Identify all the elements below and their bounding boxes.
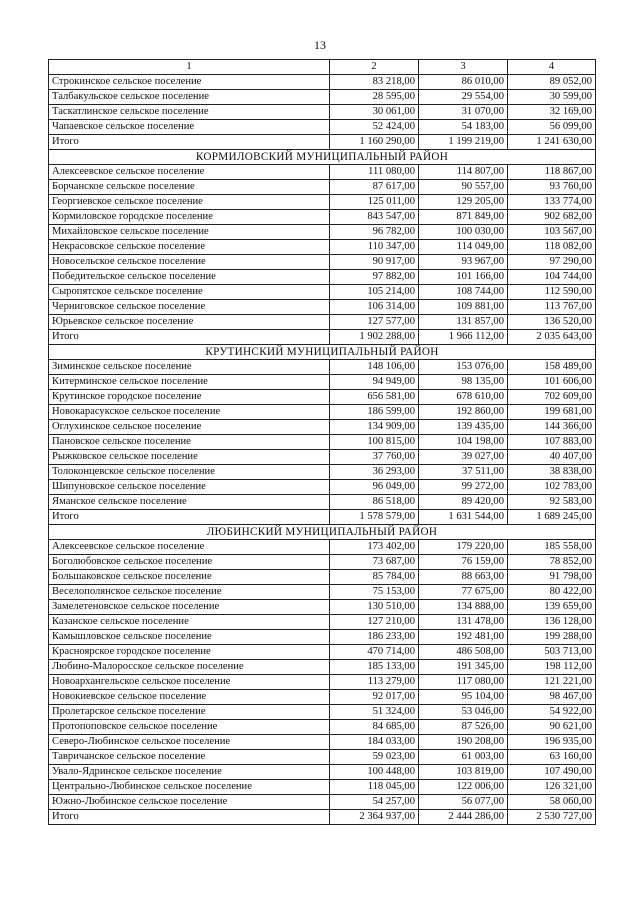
page-number: 13 xyxy=(314,38,326,52)
amount-col-3: 131 478,00 xyxy=(419,615,508,630)
amount-col-3: 93 967,00 xyxy=(419,255,508,270)
amount-col-3: 90 557,00 xyxy=(419,180,508,195)
table-row xyxy=(49,615,596,630)
amount-col-3: 56 077,00 xyxy=(419,795,508,810)
amount-col-3: 1 966 112,00 xyxy=(419,330,508,345)
amount-col-2: 75 153,00 xyxy=(330,585,419,600)
table-row xyxy=(49,465,596,480)
amount-col-2: 656 581,00 xyxy=(330,390,419,405)
amount-col-3: 99 272,00 xyxy=(419,480,508,495)
total-row xyxy=(49,810,596,825)
amount-col-3: 191 345,00 xyxy=(419,660,508,675)
amount-col-3: 53 046,00 xyxy=(419,705,508,720)
amount-col-3: 139 435,00 xyxy=(419,420,508,435)
amount-col-2: 185 133,00 xyxy=(330,660,419,675)
amount-col-3: 31 070,00 xyxy=(419,105,508,120)
amount-col-3: 39 027,00 xyxy=(419,450,508,465)
amount-col-4: 63 160,00 xyxy=(508,750,596,765)
settlement-name: Тавричанское сельское поселение xyxy=(49,750,330,765)
amount-col-4: 198 112,00 xyxy=(508,660,596,675)
table-row xyxy=(49,540,596,555)
amount-col-4: 107 883,00 xyxy=(508,435,596,450)
table-row xyxy=(49,180,596,195)
amount-col-3: 103 819,00 xyxy=(419,765,508,780)
settlement-name: Казанское сельское поселение xyxy=(49,615,330,630)
amount-col-2: 87 617,00 xyxy=(330,180,419,195)
amount-col-3: 192 860,00 xyxy=(419,405,508,420)
total-row xyxy=(49,135,596,150)
amount-col-2: 37 760,00 xyxy=(330,450,419,465)
amount-col-2: 125 011,00 xyxy=(330,195,419,210)
table-row xyxy=(49,570,596,585)
settlement-name: Красноярское городское поселение xyxy=(49,645,330,660)
amount-col-4: 144 366,00 xyxy=(508,420,596,435)
amount-col-3: 86 010,00 xyxy=(419,75,508,90)
settlement-name: Замелетеновское сельское поселение xyxy=(49,600,330,615)
amount-col-4: 32 169,00 xyxy=(508,105,596,120)
amount-col-4: 199 288,00 xyxy=(508,630,596,645)
amount-col-4: 112 590,00 xyxy=(508,285,596,300)
settlement-name: Боголюбовское сельское поселение xyxy=(49,555,330,570)
amount-col-2: 843 547,00 xyxy=(330,210,419,225)
total-row xyxy=(49,330,596,345)
amount-col-2: 1 902 288,00 xyxy=(330,330,419,345)
table-row xyxy=(49,585,596,600)
settlement-name: Новосельское сельское поселение xyxy=(49,255,330,270)
settlement-name: Оглухинское сельское поселение xyxy=(49,420,330,435)
settlement-name: Северо-Любинское сельское поселение xyxy=(49,735,330,750)
amount-col-3: 190 208,00 xyxy=(419,735,508,750)
amount-col-4: 2 530 727,00 xyxy=(508,810,596,825)
district-header-row xyxy=(49,525,596,540)
table-row xyxy=(49,705,596,720)
amount-col-2: 186 599,00 xyxy=(330,405,419,420)
amount-col-4: 38 838,00 xyxy=(508,465,596,480)
district-header-row xyxy=(49,150,596,165)
amount-col-4: 54 922,00 xyxy=(508,705,596,720)
amount-col-3: 129 205,00 xyxy=(419,195,508,210)
settlement-name: Сыропятское сельское поселение xyxy=(49,285,330,300)
table-row xyxy=(49,390,596,405)
settlement-name: Итого xyxy=(49,810,330,825)
amount-col-2: 186 233,00 xyxy=(330,630,419,645)
amount-col-2: 118 045,00 xyxy=(330,780,419,795)
amount-col-3: 54 183,00 xyxy=(419,120,508,135)
amount-col-2: 100 815,00 xyxy=(330,435,419,450)
amount-col-2: 73 687,00 xyxy=(330,555,419,570)
amount-col-2: 59 023,00 xyxy=(330,750,419,765)
settlement-name: Кормиловское городское поселение xyxy=(49,210,330,225)
settlement-name: Черниговское сельское поселение xyxy=(49,300,330,315)
amount-col-4: 107 490,00 xyxy=(508,765,596,780)
settlement-name: Таскатлинское сельское поселение xyxy=(49,105,330,120)
amount-col-3: 153 076,00 xyxy=(419,360,508,375)
amount-col-2: 52 424,00 xyxy=(330,120,419,135)
settlement-name: Зиминское сельское поселение xyxy=(49,360,330,375)
column-header-1: 1 xyxy=(49,60,330,75)
amount-col-2: 2 364 937,00 xyxy=(330,810,419,825)
amount-col-2: 86 518,00 xyxy=(330,495,419,510)
table-row xyxy=(49,720,596,735)
amount-col-2: 127 577,00 xyxy=(330,315,419,330)
amount-col-4: 56 099,00 xyxy=(508,120,596,135)
table-row xyxy=(49,660,596,675)
table-row xyxy=(49,690,596,705)
table-row xyxy=(49,750,596,765)
table-row xyxy=(49,120,596,135)
settlement-name: Победительское сельское поселение xyxy=(49,270,330,285)
amount-col-4: 1 689 245,00 xyxy=(508,510,596,525)
amount-col-2: 111 080,00 xyxy=(330,165,419,180)
amount-col-2: 127 210,00 xyxy=(330,615,419,630)
amount-col-3: 109 881,00 xyxy=(419,300,508,315)
settlement-name: Китерминское сельское поселение xyxy=(49,375,330,390)
settlement-name: Пролетарское сельское поселение xyxy=(49,705,330,720)
settlement-name: Пановское сельское поселение xyxy=(49,435,330,450)
settlement-name: Алексеевское сельское поселение xyxy=(49,540,330,555)
settlement-name: Новокиевское сельское поселение xyxy=(49,690,330,705)
amount-col-3: 871 849,00 xyxy=(419,210,508,225)
table-row xyxy=(49,75,596,90)
table-row xyxy=(49,315,596,330)
table-row xyxy=(49,675,596,690)
amount-col-4: 121 221,00 xyxy=(508,675,596,690)
amount-col-4: 89 052,00 xyxy=(508,75,596,90)
table-row xyxy=(49,765,596,780)
amount-col-3: 179 220,00 xyxy=(419,540,508,555)
amount-col-2: 100 448,00 xyxy=(330,765,419,780)
amount-col-2: 470 714,00 xyxy=(330,645,419,660)
settlement-name: Южно-Любинское сельское поселение xyxy=(49,795,330,810)
amount-col-4: 104 744,00 xyxy=(508,270,596,285)
amount-col-4: 902 682,00 xyxy=(508,210,596,225)
amount-col-2: 106 314,00 xyxy=(330,300,419,315)
amount-col-3: 2 444 286,00 xyxy=(419,810,508,825)
settlement-name: Новоархангельское сельское поселение xyxy=(49,675,330,690)
amount-col-2: 184 033,00 xyxy=(330,735,419,750)
settlement-name: Итого xyxy=(49,330,330,345)
amount-col-2: 173 402,00 xyxy=(330,540,419,555)
amount-col-2: 28 595,00 xyxy=(330,90,419,105)
table-row xyxy=(49,195,596,210)
settlement-name: Борчанское сельское поселение xyxy=(49,180,330,195)
amount-col-4: 40 407,00 xyxy=(508,450,596,465)
settlement-name: Увало-Ядринское сельское поселение xyxy=(49,765,330,780)
settlement-name: Толоконцевское сельское поселение xyxy=(49,465,330,480)
settlement-name: Рыжковское сельское поселение xyxy=(49,450,330,465)
amount-col-2: 92 017,00 xyxy=(330,690,419,705)
table-row xyxy=(49,225,596,240)
settlement-name: Некрасовское сельское поселение xyxy=(49,240,330,255)
district-name: КРУТИНСКИЙ МУНИЦИПАЛЬНЫЙ РАЙОН xyxy=(49,345,596,360)
table-row xyxy=(49,795,596,810)
settlement-name: Крутинское городское поселение xyxy=(49,390,330,405)
column-header-3: 3 xyxy=(419,60,508,75)
amount-col-3: 1 199 219,00 xyxy=(419,135,508,150)
table-row xyxy=(49,165,596,180)
amount-col-4: 139 659,00 xyxy=(508,600,596,615)
table-row xyxy=(49,270,596,285)
amount-col-2: 85 784,00 xyxy=(330,570,419,585)
amount-col-3: 1 631 544,00 xyxy=(419,510,508,525)
amount-col-2: 30 061,00 xyxy=(330,105,419,120)
column-header-2: 2 xyxy=(330,60,419,75)
settlement-name: Веселополянское сельское поселение xyxy=(49,585,330,600)
amount-col-2: 96 782,00 xyxy=(330,225,419,240)
amount-col-3: 98 135,00 xyxy=(419,375,508,390)
amount-col-4: 199 681,00 xyxy=(508,405,596,420)
district-header-row xyxy=(49,345,596,360)
district-name: КОРМИЛОВСКИЙ МУНИЦИПАЛЬНЫЙ РАЙОН xyxy=(49,150,596,165)
total-row xyxy=(49,510,596,525)
amount-col-2: 134 909,00 xyxy=(330,420,419,435)
amount-col-3: 114 049,00 xyxy=(419,240,508,255)
table-row xyxy=(49,450,596,465)
amount-col-2: 96 049,00 xyxy=(330,480,419,495)
table-row xyxy=(49,600,596,615)
settlement-name: Чапаевское сельское поселение xyxy=(49,120,330,135)
table-row xyxy=(49,780,596,795)
amount-col-4: 136 520,00 xyxy=(508,315,596,330)
amount-col-2: 83 218,00 xyxy=(330,75,419,90)
settlement-name: Яманское сельское поселение xyxy=(49,495,330,510)
settlement-name: Новокарасукское сельское поселение xyxy=(49,405,330,420)
amount-col-2: 105 214,00 xyxy=(330,285,419,300)
table-row xyxy=(49,630,596,645)
settlement-name: Юрьевское сельское поселение xyxy=(49,315,330,330)
amount-col-4: 158 489,00 xyxy=(508,360,596,375)
amount-col-2: 148 106,00 xyxy=(330,360,419,375)
table-row xyxy=(49,300,596,315)
amount-col-3: 104 198,00 xyxy=(419,435,508,450)
table-row xyxy=(49,210,596,225)
amount-col-3: 87 526,00 xyxy=(419,720,508,735)
amount-col-3: 76 159,00 xyxy=(419,555,508,570)
amount-col-4: 30 599,00 xyxy=(508,90,596,105)
amount-col-4: 2 035 643,00 xyxy=(508,330,596,345)
settlement-name: Итого xyxy=(49,135,330,150)
amount-col-4: 126 321,00 xyxy=(508,780,596,795)
amount-col-4: 58 060,00 xyxy=(508,795,596,810)
settlement-name: Георгиевское сельское поселение xyxy=(49,195,330,210)
header-row xyxy=(49,60,596,75)
settlement-name: Талбакульское сельское поселение xyxy=(49,90,330,105)
settlement-name: Камышловское сельское поселение xyxy=(49,630,330,645)
table-row xyxy=(49,645,596,660)
table-row xyxy=(49,495,596,510)
amount-col-3: 101 166,00 xyxy=(419,270,508,285)
table-row xyxy=(49,105,596,120)
table-row xyxy=(49,435,596,450)
amount-col-3: 77 675,00 xyxy=(419,585,508,600)
settlement-name: Алексеевское сельское поселение xyxy=(49,165,330,180)
amount-col-3: 114 807,00 xyxy=(419,165,508,180)
table-row xyxy=(49,555,596,570)
settlement-name: Михайловское сельское поселение xyxy=(49,225,330,240)
amount-col-2: 94 949,00 xyxy=(330,375,419,390)
amount-col-3: 134 888,00 xyxy=(419,600,508,615)
amount-col-4: 92 583,00 xyxy=(508,495,596,510)
amount-col-2: 51 324,00 xyxy=(330,705,419,720)
amount-col-4: 90 621,00 xyxy=(508,720,596,735)
table-row xyxy=(49,240,596,255)
table-row xyxy=(49,360,596,375)
amount-col-4: 97 290,00 xyxy=(508,255,596,270)
amount-col-3: 95 104,00 xyxy=(419,690,508,705)
amount-col-4: 196 935,00 xyxy=(508,735,596,750)
settlement-name: Протопоповское сельское поселение xyxy=(49,720,330,735)
amount-col-3: 131 857,00 xyxy=(419,315,508,330)
table-row xyxy=(49,735,596,750)
amount-col-2: 1 578 579,00 xyxy=(330,510,419,525)
table-row xyxy=(49,375,596,390)
amount-col-4: 118 867,00 xyxy=(508,165,596,180)
amount-col-3: 29 554,00 xyxy=(419,90,508,105)
amount-col-4: 78 852,00 xyxy=(508,555,596,570)
table-row xyxy=(49,420,596,435)
amount-col-2: 1 160 290,00 xyxy=(330,135,419,150)
settlement-name: Центрально-Любинское сельское поселение xyxy=(49,780,330,795)
amount-col-3: 37 511,00 xyxy=(419,465,508,480)
amount-col-4: 113 767,00 xyxy=(508,300,596,315)
amount-col-4: 185 558,00 xyxy=(508,540,596,555)
amount-col-4: 91 798,00 xyxy=(508,570,596,585)
amount-col-4: 118 082,00 xyxy=(508,240,596,255)
settlement-name: Большаковское сельское поселение xyxy=(49,570,330,585)
amount-col-2: 54 257,00 xyxy=(330,795,419,810)
amount-col-2: 110 347,00 xyxy=(330,240,419,255)
column-header-4: 4 xyxy=(508,60,596,75)
amount-col-3: 122 006,00 xyxy=(419,780,508,795)
amount-col-4: 103 567,00 xyxy=(508,225,596,240)
amount-col-4: 136 128,00 xyxy=(508,615,596,630)
amount-col-4: 1 241 630,00 xyxy=(508,135,596,150)
amount-col-3: 486 508,00 xyxy=(419,645,508,660)
amount-col-4: 93 760,00 xyxy=(508,180,596,195)
amount-col-2: 90 917,00 xyxy=(330,255,419,270)
amount-col-4: 98 467,00 xyxy=(508,690,596,705)
amount-col-2: 97 882,00 xyxy=(330,270,419,285)
amount-col-2: 113 279,00 xyxy=(330,675,419,690)
amount-col-3: 100 030,00 xyxy=(419,225,508,240)
amount-col-3: 108 744,00 xyxy=(419,285,508,300)
settlement-name: Любино-Малоросское сельское поселение xyxy=(49,660,330,675)
table-body xyxy=(49,60,596,825)
amount-col-4: 80 422,00 xyxy=(508,585,596,600)
amount-col-4: 101 606,00 xyxy=(508,375,596,390)
district-name: ЛЮБИНСКИЙ МУНИЦИПАЛЬНЫЙ РАЙОН xyxy=(49,525,596,540)
settlement-name: Строкинское сельское поселение xyxy=(49,75,330,90)
settlement-name: Шипуновское сельское поселение xyxy=(49,480,330,495)
amount-col-4: 102 783,00 xyxy=(508,480,596,495)
amount-col-3: 61 003,00 xyxy=(419,750,508,765)
amount-col-3: 89 420,00 xyxy=(419,495,508,510)
table-row xyxy=(49,480,596,495)
amount-col-2: 130 510,00 xyxy=(330,600,419,615)
amount-col-4: 133 774,00 xyxy=(508,195,596,210)
table-row xyxy=(49,90,596,105)
amount-col-2: 84 685,00 xyxy=(330,720,419,735)
table-row xyxy=(49,285,596,300)
table-row xyxy=(49,255,596,270)
amount-col-3: 678 610,00 xyxy=(419,390,508,405)
amount-col-4: 503 713,00 xyxy=(508,645,596,660)
amount-col-4: 702 609,00 xyxy=(508,390,596,405)
amount-col-3: 192 481,00 xyxy=(419,630,508,645)
settlement-name: Итого xyxy=(49,510,330,525)
amount-col-3: 117 080,00 xyxy=(419,675,508,690)
table-row xyxy=(49,405,596,420)
budget-table xyxy=(48,59,596,825)
amount-col-2: 36 293,00 xyxy=(330,465,419,480)
amount-col-3: 88 663,00 xyxy=(419,570,508,585)
